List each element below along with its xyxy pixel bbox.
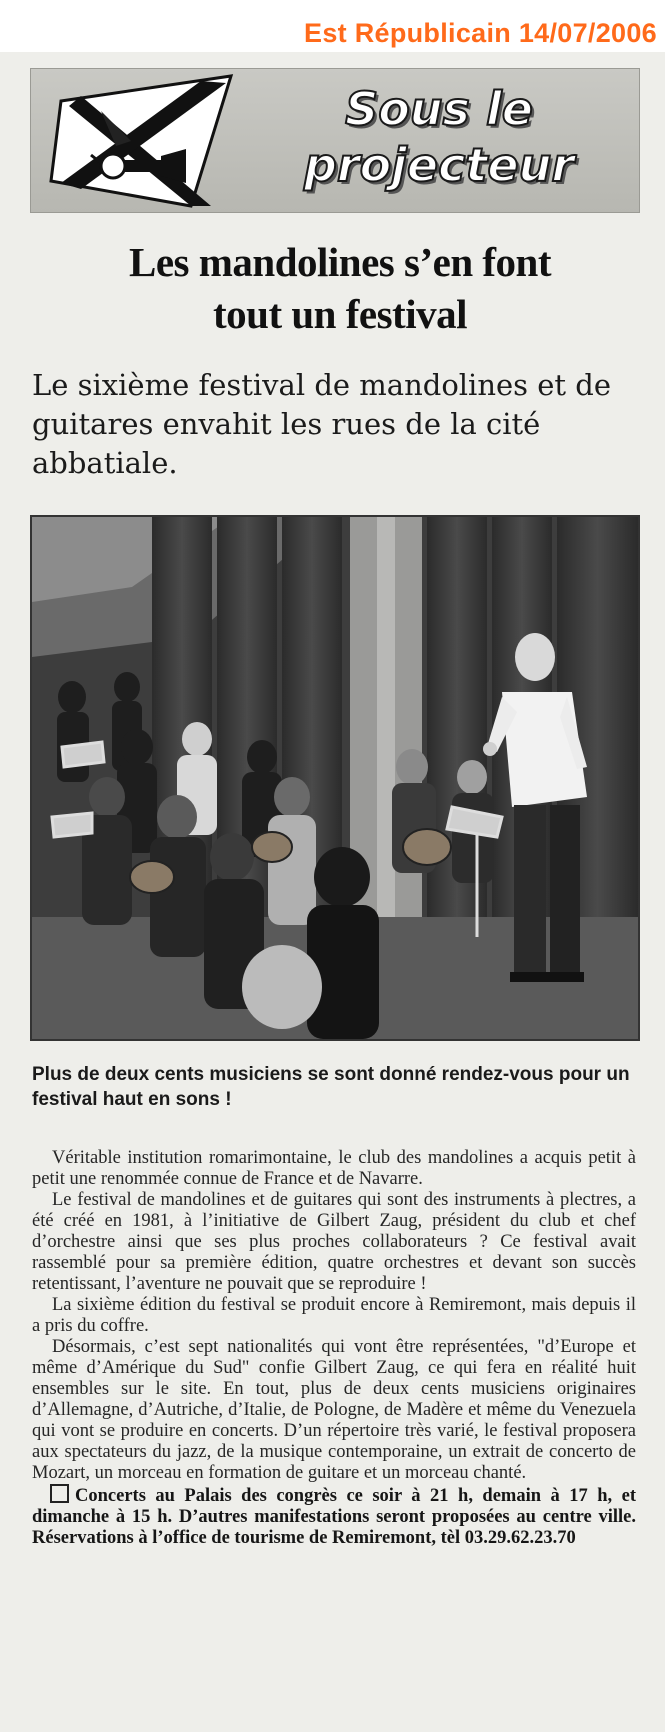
practical-info-text: Concerts au Palais des congrès ce soir à 21 h, demain à 17 h, et dimanche à 15 h. D’autres manifestations seront proposées au centre ville. Réservations à l’office de tourisme de Remiremont, tèl 03.29.62.23.70 bbox=[32, 1486, 636, 1548]
section-title-line1: Sous le bbox=[345, 82, 533, 136]
paragraph-1: Véritable institution romarimontaine, le club des mandolines a acquis petit à petit une renommée connue de France et de Navarre. bbox=[32, 1148, 636, 1189]
article-body bbox=[32, 1148, 636, 1549]
source-date-label: Est Républicain 14/07/2006 bbox=[304, 18, 657, 48]
paragraph-2: Le festival de mandolines et de guitares qui sont des instruments à plectres, a été créé en 1981, à l’initiative de Gilbert Zaug, président du club et chef d’orchestre ainsi que ses plus proches collaborateurs ? Ce festival avait rassemblé pour sa première édition, quatre orchestres et devant son succès retentissant, l’aventure ne pouvait que se reproduire ! bbox=[32, 1190, 636, 1294]
section-title bbox=[259, 81, 619, 193]
spotlight-star-icon bbox=[41, 71, 246, 211]
paragraph-3: La sixième édition du festival se produit encore à Remiremont, mais depuis il a pris du coffre. bbox=[32, 1295, 636, 1336]
practical-info bbox=[32, 1484, 636, 1549]
section-title-line2: projecteur bbox=[303, 138, 575, 192]
headline-line1: Les mandolines s’en font bbox=[129, 239, 551, 285]
article-deck: Le sixième festival de mandolines et de guitares envahit les rues de la cité abbatiale. bbox=[32, 368, 612, 480]
checkbox-square-icon bbox=[50, 1484, 69, 1503]
headline-line2: tout un festival bbox=[213, 291, 467, 337]
article-headline bbox=[60, 236, 620, 340]
photo-caption: Plus de deux cents musiciens se sont donné rendez-vous pour un festival haut en sons ! bbox=[32, 1064, 630, 1110]
section-banner bbox=[30, 68, 640, 213]
orchestra-photo bbox=[30, 515, 640, 1041]
paragraph-4: Désormais, c’est sept nationalités qui vont être représentées, "d’Europe et même d’Amérique du Sud" confie Gilbert Zaug, ce qui fera en réalité huit ensembles sur le site. En tout, plus de deux cents musiciens originaires d’Allemagne, d’Autriche, d’Italie, de Pologne, de Madère et même du Venezuela qui vont se produire en concerts. D’un répertoire très varié, le festival proposera aux spectateurs du jazz, de la musique contemporaine, un extrait de concerto de Mozart, un morceau en formation de guitare et un morceau chanté. bbox=[32, 1337, 636, 1483]
orchestra-photo-illustration bbox=[32, 517, 638, 1039]
